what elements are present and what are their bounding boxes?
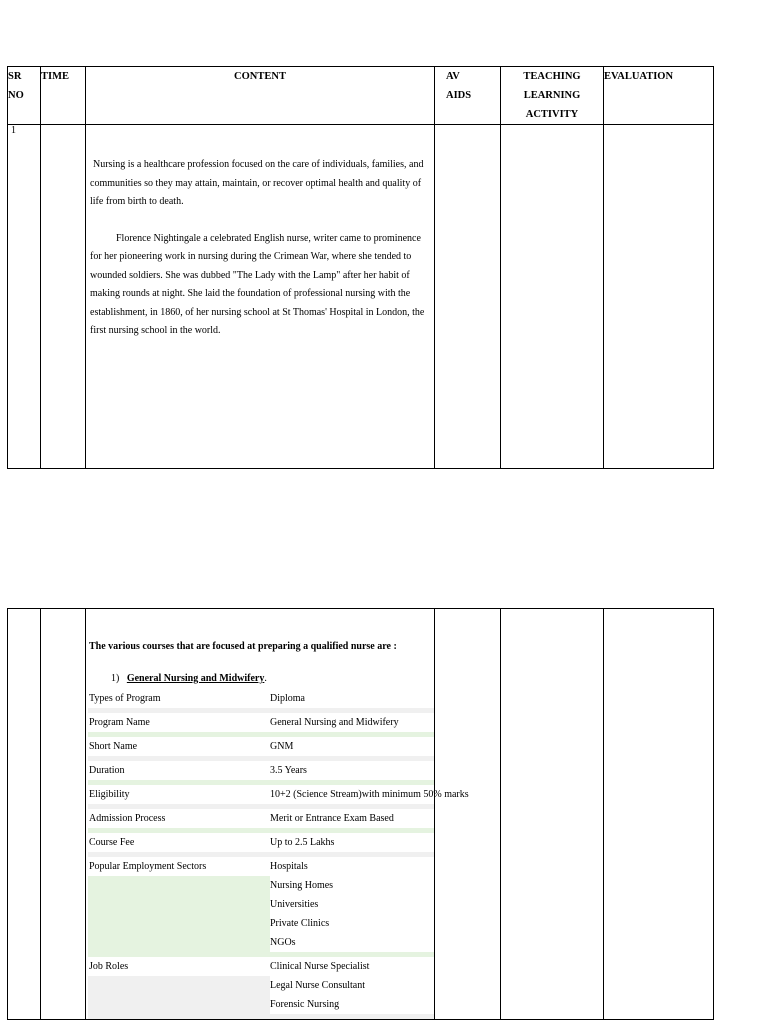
row1-av-aids-cell [435, 125, 501, 469]
courses-intro-heading: The various courses that are focused at preparing a qualified nurse are : [89, 641, 397, 652]
employment-sector: NGOs [270, 937, 296, 948]
table-header-row [8, 67, 714, 125]
job-role: Legal Nurse Consultant [270, 980, 365, 991]
header-learning-text: LEARNING [523, 90, 581, 101]
spec-row [88, 833, 435, 852]
row1-sr-cell [8, 125, 41, 469]
course-title: General Nursing and Midwifery [126, 673, 265, 684]
spec-value: Up to 2.5 Lakhs [270, 837, 335, 848]
employment-values [270, 857, 435, 952]
header-activity-text: ACTIVITY [525, 109, 579, 120]
course-number: 1) [111, 673, 120, 684]
spec-row [88, 713, 435, 732]
spec-key: Program Name [89, 717, 150, 728]
course-title-suffix: . [264, 673, 267, 684]
header-av-aids [435, 67, 501, 125]
lesson-plan-table-2 [7, 608, 714, 1020]
header-av-text: AV [446, 71, 460, 82]
row1-sr-no: 1 [11, 125, 16, 136]
job-role: Forensic Nursing [270, 999, 340, 1010]
spec-row [88, 737, 435, 756]
spec-key: Admission Process [89, 813, 166, 824]
spec-value: General Nursing and Midwifery [270, 717, 399, 728]
row2-evaluation-cell [604, 609, 714, 1020]
row1-activity-cell [501, 125, 604, 469]
spec-key: Types of Program [89, 693, 161, 704]
spec-row [88, 785, 435, 804]
job-roles-values [270, 957, 435, 1014]
employment-key-shade [88, 876, 270, 952]
row2-content-cell [86, 609, 469, 1020]
spec-key [88, 957, 270, 1014]
spec-row [88, 689, 435, 708]
spec-row [88, 761, 435, 780]
row2-time-cell [41, 609, 86, 1020]
header-time: TIME [41, 67, 86, 125]
spec-value: 3.5 Years [270, 765, 307, 776]
header-no-text: NO [8, 90, 24, 101]
header-evaluation: EVALUATION [604, 67, 714, 125]
spec-key: Short Name [89, 741, 138, 752]
spec-value: Diploma [270, 693, 305, 704]
spec-row-employment [88, 857, 435, 952]
spec-value: GNM [270, 741, 294, 752]
nursing-definition-paragraph: Nursing is a healthcare profession focused on the care of individuals, families, and communities so they may attain, maintain, or recover optimal health and quality of life from birth to death. [90, 159, 424, 207]
header-sr-no [8, 67, 41, 125]
course-spec-table [88, 689, 469, 1019]
table-row [8, 609, 714, 1020]
spec-divider [88, 1014, 435, 1019]
spec-key [88, 857, 270, 952]
row1-evaluation-cell [604, 125, 714, 469]
header-sr-text: SR [8, 71, 22, 82]
employment-sector: Universities [270, 899, 319, 910]
spec-value: Merit or Entrance Exam Based [270, 813, 394, 824]
row2-activity-cell [501, 609, 604, 1020]
lesson-plan-table-1 [7, 66, 714, 469]
row1-time-cell [41, 125, 86, 469]
job-roles-key: Job Roles [89, 961, 129, 972]
spec-value: 10+2 (Science Stream)with minimum 50% marks [270, 789, 469, 800]
header-teaching-learning-activity [501, 67, 604, 125]
spec-key: Course Fee [89, 837, 135, 848]
row1-content-cell [86, 125, 435, 469]
course-heading [111, 673, 434, 684]
job-roles-key-shade [88, 976, 270, 1014]
employment-sector: Hospitals [270, 861, 308, 872]
employment-sector: Nursing Homes [270, 880, 334, 891]
row2-av-aids-cell [435, 609, 501, 1020]
spec-row-job-roles [88, 957, 435, 1014]
header-teaching-text: TEACHING [523, 71, 581, 82]
row2-sr-cell [8, 609, 41, 1020]
employment-sector: Private Clinics [270, 918, 330, 929]
spec-key: Eligibility [89, 789, 130, 800]
spec-row [88, 809, 435, 828]
header-aids-text: AIDS [446, 90, 472, 101]
employment-key: Popular Employment Sectors [89, 861, 207, 872]
job-role: Clinical Nurse Specialist [270, 961, 370, 972]
spec-key: Duration [89, 765, 125, 776]
table-row [8, 125, 714, 469]
florence-nightingale-paragraph: Florence Nightingale a celebrated English nurse, writer came to prominence for her pioneering work in nursing during the Crimean War, where she tended to wounded soldiers. She was dubbed "The Lady with the Lamp" after her habit of making rounds at night. She laid the foundation of professional nursing with the establishment, in 1860, of her nursing school at St Thomas' Hospital in London, the first nursing school in the world. [90, 232, 425, 336]
header-content: CONTENT [86, 67, 435, 125]
